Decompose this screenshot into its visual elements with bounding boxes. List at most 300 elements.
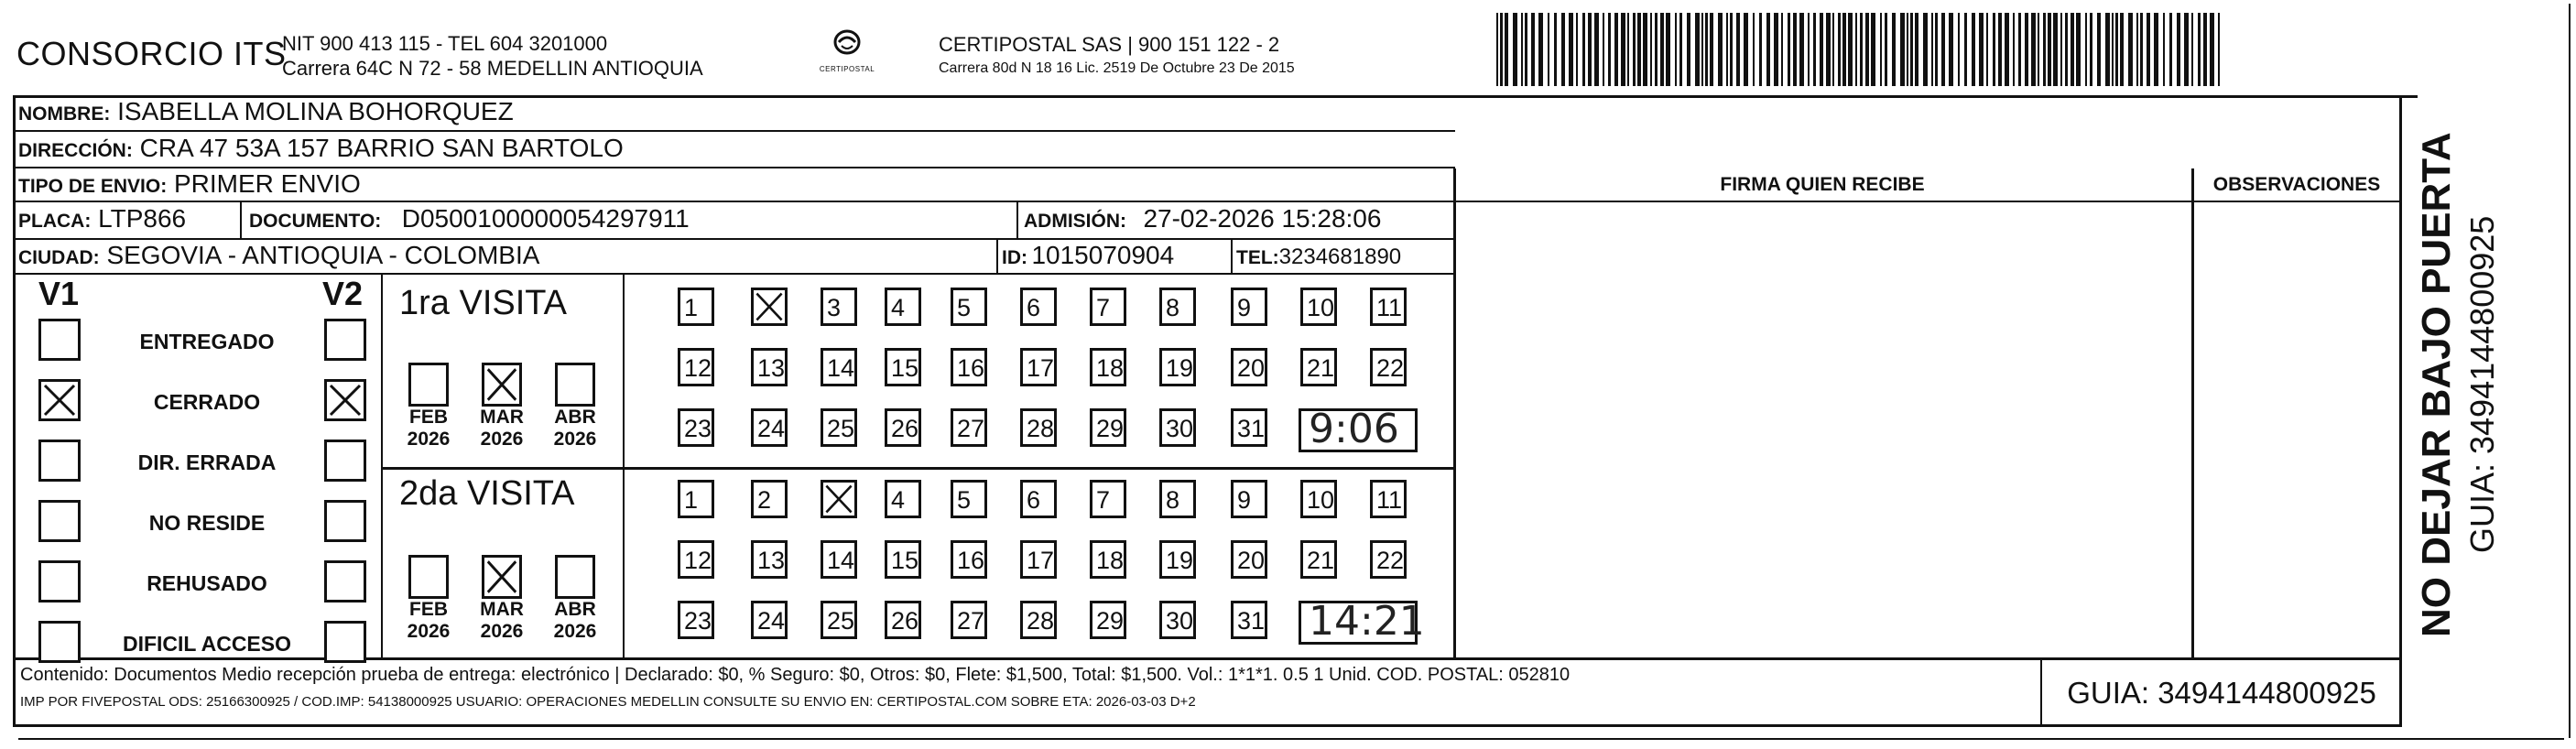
- col-sep-obs: [2191, 168, 2194, 659]
- barcode-bar: [1793, 13, 1797, 86]
- tel-value: 3234681890: [1278, 244, 1402, 269]
- barcode-bar: [2184, 13, 2189, 86]
- barcode-bar: [1941, 13, 1945, 86]
- barcode-bar: [2210, 13, 2214, 86]
- barcode-bar: [1736, 13, 1740, 86]
- barcode-bar: [1496, 13, 1498, 86]
- day-box[interactable]: [1020, 480, 1057, 518]
- status-checkbox-v2[interactable]: [324, 379, 366, 421]
- day-box[interactable]: [821, 540, 857, 579]
- day-box[interactable]: [1090, 408, 1126, 447]
- day-box[interactable]: [1020, 408, 1057, 447]
- day-box[interactable]: [1090, 601, 1126, 639]
- day-box[interactable]: [751, 601, 788, 639]
- row-sep-4: [13, 238, 1455, 240]
- barcode-bar: [2043, 13, 2046, 86]
- day-box[interactable]: [1020, 540, 1057, 579]
- frame-bottom-outer: [18, 738, 2564, 740]
- barcode-bar: [1621, 13, 1625, 86]
- day-box[interactable]: [1020, 348, 1057, 386]
- certipostal-logo-icon: [829, 27, 865, 60]
- day-box[interactable]: [1300, 480, 1337, 518]
- barcode-bar: [1701, 13, 1703, 86]
- barcode-bar: [1993, 13, 1995, 86]
- nombre-value: ISABELLA MOLINA BOHORQUEZ: [117, 97, 514, 125]
- barcode-bar: [2136, 13, 2138, 86]
- placa-value: LTP866: [98, 204, 187, 233]
- id-sep: [1231, 240, 1233, 274]
- barcode-bar: [2203, 13, 2207, 86]
- day-box[interactable]: [678, 480, 714, 518]
- tipo-value: PRIMER ENVIO: [173, 169, 361, 198]
- v2-header: V2: [322, 275, 364, 312]
- x-mark-icon: [754, 290, 785, 323]
- day-number: 17: [1027, 547, 1055, 574]
- barcode-bar: [2090, 13, 2092, 86]
- day-number: 15: [891, 547, 919, 574]
- barcode-bar: [1958, 13, 1960, 86]
- barcode-bar: [1588, 13, 1592, 86]
- footer-guia-sep: [2040, 657, 2042, 726]
- day-box[interactable]: [821, 601, 857, 639]
- barcode-bar: [1900, 13, 1905, 86]
- documento-label: DOCUMENTO:: [249, 211, 382, 232]
- day-box[interactable]: [751, 348, 788, 386]
- barcode-bar: [1655, 13, 1658, 86]
- barcode-bar: [1892, 13, 1896, 86]
- day-number: 22: [1376, 547, 1405, 574]
- day-number: 19: [1166, 547, 1194, 574]
- status-checkbox-v2[interactable]: [324, 560, 366, 602]
- day-number: 27: [957, 415, 985, 442]
- barcode-bar: [1695, 13, 1700, 86]
- day-number: 31: [1237, 607, 1266, 635]
- month-name: FEB: [409, 407, 448, 428]
- day-box[interactable]: [751, 540, 788, 579]
- day-number: 19: [1166, 354, 1194, 382]
- documento-sep: [1016, 202, 1018, 239]
- nombre-label: NOMBRE:: [18, 103, 111, 125]
- barcode-bar: [2085, 13, 2087, 86]
- day-box[interactable]: [821, 348, 857, 386]
- status-checkbox-v1[interactable]: [38, 500, 81, 542]
- month-checkbox[interactable]: [408, 363, 449, 407]
- barcode-bar: [2191, 13, 2193, 86]
- day-number: 16: [957, 547, 985, 574]
- firma-header: FIRMA QUIEN RECIBE: [1720, 174, 1925, 195]
- barcode-bar: [1979, 13, 1984, 86]
- day-number: 3: [827, 294, 842, 321]
- day-box[interactable]: [678, 408, 714, 447]
- barcode-bar: [1949, 13, 1953, 86]
- day-box[interactable]: [1370, 348, 1407, 386]
- visit-1-title: 1ra VISITA: [399, 284, 568, 322]
- barcode-bar: [1972, 13, 1975, 86]
- barcode-bar: [1521, 13, 1523, 86]
- ciudad-row: [18, 241, 539, 270]
- tel-label: TEL:: [1236, 247, 1279, 268]
- row-sep-3: [13, 201, 2401, 202]
- barcode-bar: [1633, 13, 1636, 86]
- barcode-bar: [2053, 13, 2058, 86]
- barcode-bar: [2120, 13, 2124, 86]
- tipo-label: TIPO DE ENVIO:: [18, 176, 168, 197]
- month-label: [548, 599, 603, 643]
- barcode-bar: [1650, 13, 1652, 86]
- day-number: 1: [684, 294, 699, 321]
- barcode-bar: [1660, 13, 1664, 86]
- day-box[interactable]: [1090, 288, 1126, 326]
- visit-sep: [381, 467, 1454, 470]
- barcode-bar: [1705, 13, 1708, 86]
- day-number: 11: [1376, 294, 1403, 321]
- barcode-bar: [1885, 13, 1887, 86]
- month-year: 2026: [480, 429, 524, 450]
- month-label: [401, 599, 456, 643]
- barcode-bar: [1986, 13, 1988, 86]
- placa-label: PLACA:: [18, 211, 92, 232]
- day-number: 14: [827, 547, 855, 574]
- status-label: ENTREGADO: [139, 330, 275, 353]
- nombre-row: [18, 97, 514, 126]
- day-box[interactable]: [1231, 408, 1267, 447]
- barcode-bar: [1548, 13, 1549, 86]
- barcode-bar: [2128, 13, 2133, 86]
- day-box[interactable]: [1159, 601, 1196, 639]
- x-mark-icon: [327, 382, 364, 418]
- status-checkbox-v2[interactable]: [324, 319, 366, 361]
- day-number: 26: [891, 607, 919, 635]
- barcode-bar: [2112, 13, 2114, 86]
- barcode-bar: [1753, 13, 1755, 86]
- barcode-bar: [1513, 13, 1517, 86]
- ciudad-sep: [996, 240, 998, 274]
- barcode-bar: [1531, 13, 1535, 86]
- day-box[interactable]: [1370, 288, 1407, 326]
- barcode-bar: [1569, 13, 1573, 86]
- barcode-bar: [1855, 13, 1857, 86]
- month-name: ABR: [554, 599, 596, 620]
- day-number: 8: [1166, 486, 1180, 514]
- month-year: 2026: [480, 621, 524, 642]
- barcode-bar: [1766, 13, 1770, 86]
- barcode-bar: [1813, 13, 1816, 86]
- month-checkbox[interactable]: [555, 555, 595, 599]
- day-box[interactable]: [1231, 601, 1267, 639]
- day-box[interactable]: [1090, 480, 1126, 518]
- barcode-bar: [1687, 13, 1690, 86]
- id-cell: [1002, 241, 1174, 270]
- barcode-bar: [2177, 13, 2180, 86]
- day-box[interactable]: [951, 540, 987, 579]
- day-number: 30: [1166, 607, 1194, 635]
- direccion-label: DIRECCIÓN:: [18, 140, 133, 161]
- barcode-bar: [1871, 13, 1875, 86]
- day-number: 21: [1307, 547, 1335, 574]
- barcode-bar: [1838, 13, 1841, 86]
- barcode-bar: [2048, 13, 2051, 86]
- day-number: 24: [757, 415, 786, 442]
- day-box[interactable]: [678, 348, 714, 386]
- day-number: 23: [684, 607, 712, 635]
- barcode-bar: [2115, 13, 2118, 86]
- company-name: CONSORCIO ITS: [16, 35, 287, 72]
- day-box[interactable]: [1090, 540, 1126, 579]
- day-box[interactable]: [951, 601, 987, 639]
- logo-text: CERTIPOSTAL: [819, 65, 875, 73]
- month-checkbox[interactable]: [408, 555, 449, 599]
- day-number: 1: [684, 486, 699, 514]
- day-box[interactable]: [951, 348, 987, 386]
- barcode-bar: [1614, 13, 1618, 86]
- barcode-bar: [1554, 13, 1557, 86]
- month-label: [474, 599, 529, 643]
- placa-row: [18, 204, 186, 233]
- admision-label: ADMISIÓN:: [1024, 211, 1126, 232]
- barcode-bar: [1726, 13, 1728, 86]
- handwritten-time: 14:21: [1309, 598, 1425, 645]
- barcode-bar: [2071, 13, 2074, 86]
- certipostal-logo: [806, 27, 888, 73]
- day-box[interactable]: [751, 480, 788, 518]
- day-box[interactable]: [1370, 480, 1407, 518]
- barcode-bar: [1505, 13, 1508, 86]
- day-number: 29: [1096, 415, 1125, 442]
- barcode-bar: [1832, 13, 1834, 86]
- month-year: 2026: [553, 621, 597, 642]
- footer-sep: [13, 657, 2401, 660]
- day-number: 29: [1096, 607, 1125, 635]
- month-checkbox[interactable]: [555, 363, 595, 407]
- status-checkbox-v1[interactable]: [38, 440, 81, 482]
- day-box[interactable]: [1159, 288, 1196, 326]
- no-dejar-bajo-puerta: NO DEJAR BAJO PUERTA: [2414, 132, 2459, 637]
- day-box[interactable]: [1020, 288, 1057, 326]
- day-box[interactable]: [1300, 348, 1337, 386]
- x-mark-icon: [484, 365, 519, 404]
- status-checkbox-v1[interactable]: [38, 560, 81, 602]
- ciudad-value: SEGOVIA - ANTIOQUIA - COLOMBIA: [106, 241, 540, 269]
- day-box[interactable]: [1370, 540, 1407, 579]
- day-box[interactable]: [885, 480, 921, 518]
- barcode-bar: [1759, 13, 1762, 86]
- barcode-bar: [1730, 13, 1733, 86]
- barcode-bar: [2140, 13, 2143, 86]
- day-number: 20: [1237, 547, 1266, 574]
- day-number: 9: [1237, 486, 1252, 514]
- barcode-bar: [1561, 13, 1565, 86]
- day-number: 16: [957, 354, 985, 382]
- barcode-bar: [1820, 13, 1823, 86]
- barcode-bar: [2013, 13, 2015, 86]
- status-checkbox-v1[interactable]: [38, 621, 81, 663]
- day-box[interactable]: [951, 288, 987, 326]
- barcode-bar: [1923, 13, 1928, 86]
- time-box[interactable]: [1299, 408, 1418, 452]
- documento-value: D0500100000054297911: [401, 204, 690, 233]
- company-address: Carrera 64C N 72 - 58 MEDELLIN ANTIOQUIA: [282, 57, 703, 80]
- certipostal-info: [939, 33, 1295, 77]
- day-box[interactable]: [951, 480, 987, 518]
- barcode-bar: [1935, 13, 1938, 86]
- barcode-bar: [2154, 13, 2158, 86]
- barcode-bar: [2018, 13, 2021, 86]
- day-box[interactable]: [1231, 348, 1267, 386]
- direccion-row: [18, 134, 624, 163]
- day-box[interactable]: [751, 288, 788, 326]
- barcode-bar: [1799, 13, 1804, 86]
- barcode-bar: [2198, 13, 2201, 86]
- barcode-bar: [1582, 13, 1585, 86]
- day-number: 12: [684, 547, 712, 574]
- day-box[interactable]: [821, 408, 857, 447]
- day-box[interactable]: [821, 480, 857, 518]
- barcode-bar: [2105, 13, 2110, 86]
- barcode-bar: [1675, 13, 1677, 86]
- day-box[interactable]: [1090, 348, 1126, 386]
- day-number: 13: [757, 354, 786, 382]
- barcode-bar: [1907, 13, 1908, 86]
- day-box[interactable]: [885, 540, 921, 579]
- status-checkbox-v2[interactable]: [324, 500, 366, 542]
- day-box[interactable]: [951, 408, 987, 447]
- day-box[interactable]: [678, 601, 714, 639]
- day-box[interactable]: [1159, 348, 1196, 386]
- day-box[interactable]: [1231, 480, 1267, 518]
- day-number: 28: [1027, 607, 1055, 635]
- day-number: 5: [957, 486, 972, 514]
- frame-right: [2399, 95, 2402, 727]
- time-box[interactable]: [1299, 598, 1425, 645]
- barcode-bar: [1848, 13, 1853, 86]
- x-mark-icon: [41, 382, 78, 418]
- barcode-bar: [1603, 13, 1604, 86]
- status-label: CERRADO: [153, 390, 261, 414]
- barcode-bar: [1998, 13, 2002, 86]
- barcode: [1496, 13, 2224, 88]
- day-number: 10: [1307, 294, 1335, 321]
- barcode-bar: [2065, 13, 2068, 86]
- month-year: 2026: [553, 429, 597, 450]
- observaciones-header: OBSERVACIONES: [2212, 174, 2381, 195]
- barcode-bar: [1679, 13, 1682, 86]
- day-box[interactable]: [1300, 288, 1337, 326]
- barcode-bar: [1744, 13, 1748, 86]
- barcode-bar: [2218, 13, 2220, 86]
- day-number: 20: [1237, 354, 1266, 382]
- barcode-bar: [1964, 13, 1967, 86]
- day-box[interactable]: [1300, 540, 1337, 579]
- day-box[interactable]: [1159, 408, 1196, 447]
- v1-header: V1: [38, 275, 80, 312]
- status-checkbox-v1[interactable]: [38, 379, 81, 421]
- row-sep-2: [13, 167, 1455, 168]
- day-number: 10: [1307, 486, 1335, 514]
- day-number: 25: [827, 607, 855, 635]
- day-box[interactable]: [1231, 288, 1267, 326]
- barcode-bar: [1865, 13, 1869, 86]
- barcode-bar: [2025, 13, 2028, 86]
- day-number: 8: [1166, 294, 1180, 321]
- day-box[interactable]: [1159, 540, 1196, 579]
- month-name: MAR: [480, 599, 524, 620]
- day-number: 4: [891, 294, 906, 321]
- day-box[interactable]: [885, 601, 921, 639]
- day-box[interactable]: [1020, 601, 1057, 639]
- visit-month-sep: [623, 275, 625, 659]
- barcode-bar: [1915, 13, 1918, 86]
- day-number: 9: [1237, 294, 1252, 321]
- month-year: 2026: [407, 621, 451, 642]
- month-checkbox[interactable]: [482, 363, 522, 407]
- month-name: FEB: [409, 599, 448, 620]
- day-number: 28: [1027, 415, 1055, 442]
- day-box[interactable]: [885, 288, 921, 326]
- status-checkbox-v1[interactable]: [38, 319, 81, 361]
- barcode-bar: [2169, 13, 2172, 86]
- x-mark-icon: [484, 558, 519, 596]
- day-number: 23: [684, 415, 712, 442]
- status-label: DIR. ERRADA: [137, 450, 277, 474]
- month-name: ABR: [554, 407, 596, 428]
- day-number: 25: [827, 415, 855, 442]
- barcode-bar: [1860, 13, 1863, 86]
- barcode-bar: [1576, 13, 1578, 86]
- admision-value: 27-02-2026 15:28:06: [1143, 204, 1382, 233]
- day-number: 14: [827, 354, 855, 382]
- barcode-bar: [1788, 13, 1790, 86]
- day-number: 21: [1307, 354, 1335, 382]
- day-number: 24: [757, 607, 786, 635]
- day-number: 18: [1096, 354, 1125, 382]
- footer-guia: GUIA: 3494144800925: [2067, 676, 2376, 710]
- placa-sep: [240, 202, 242, 239]
- barcode-bar: [2147, 13, 2150, 86]
- day-box[interactable]: [885, 408, 921, 447]
- barcode-bar: [2097, 13, 2101, 86]
- handwritten-time: 9:06: [1309, 406, 1399, 452]
- month-year: 2026: [407, 429, 451, 450]
- month-checkbox[interactable]: [482, 555, 522, 599]
- day-box[interactable]: [751, 408, 788, 447]
- barcode-bar: [1666, 13, 1670, 86]
- day-box[interactable]: [885, 348, 921, 386]
- day-box[interactable]: [1159, 480, 1196, 518]
- barcode-bar: [1627, 13, 1629, 86]
- status-label: REHUSADO: [147, 571, 267, 595]
- id-value: 1015070904: [1031, 241, 1175, 269]
- day-box[interactable]: [821, 288, 857, 326]
- barcode-bar: [1931, 13, 1933, 86]
- barcode-bar: [1608, 13, 1611, 86]
- day-box[interactable]: [1231, 540, 1267, 579]
- tel-cell: [1236, 244, 1401, 270]
- barcode-bar: [1637, 13, 1641, 86]
- frame-left: [13, 95, 16, 727]
- day-box[interactable]: [678, 540, 714, 579]
- status-checkbox-v2[interactable]: [324, 440, 366, 482]
- day-box[interactable]: [678, 288, 714, 326]
- barcode-bar: [2163, 13, 2165, 86]
- barcode-bar: [2076, 13, 2081, 86]
- barcode-bar: [1910, 13, 1913, 86]
- day-number: 17: [1027, 354, 1055, 382]
- barcode-bar: [1500, 13, 1503, 86]
- id-label: ID:: [1002, 247, 1027, 268]
- barcode-bar: [1594, 13, 1599, 86]
- status-checkbox-v2[interactable]: [324, 621, 366, 663]
- barcode-bar: [1774, 13, 1778, 86]
